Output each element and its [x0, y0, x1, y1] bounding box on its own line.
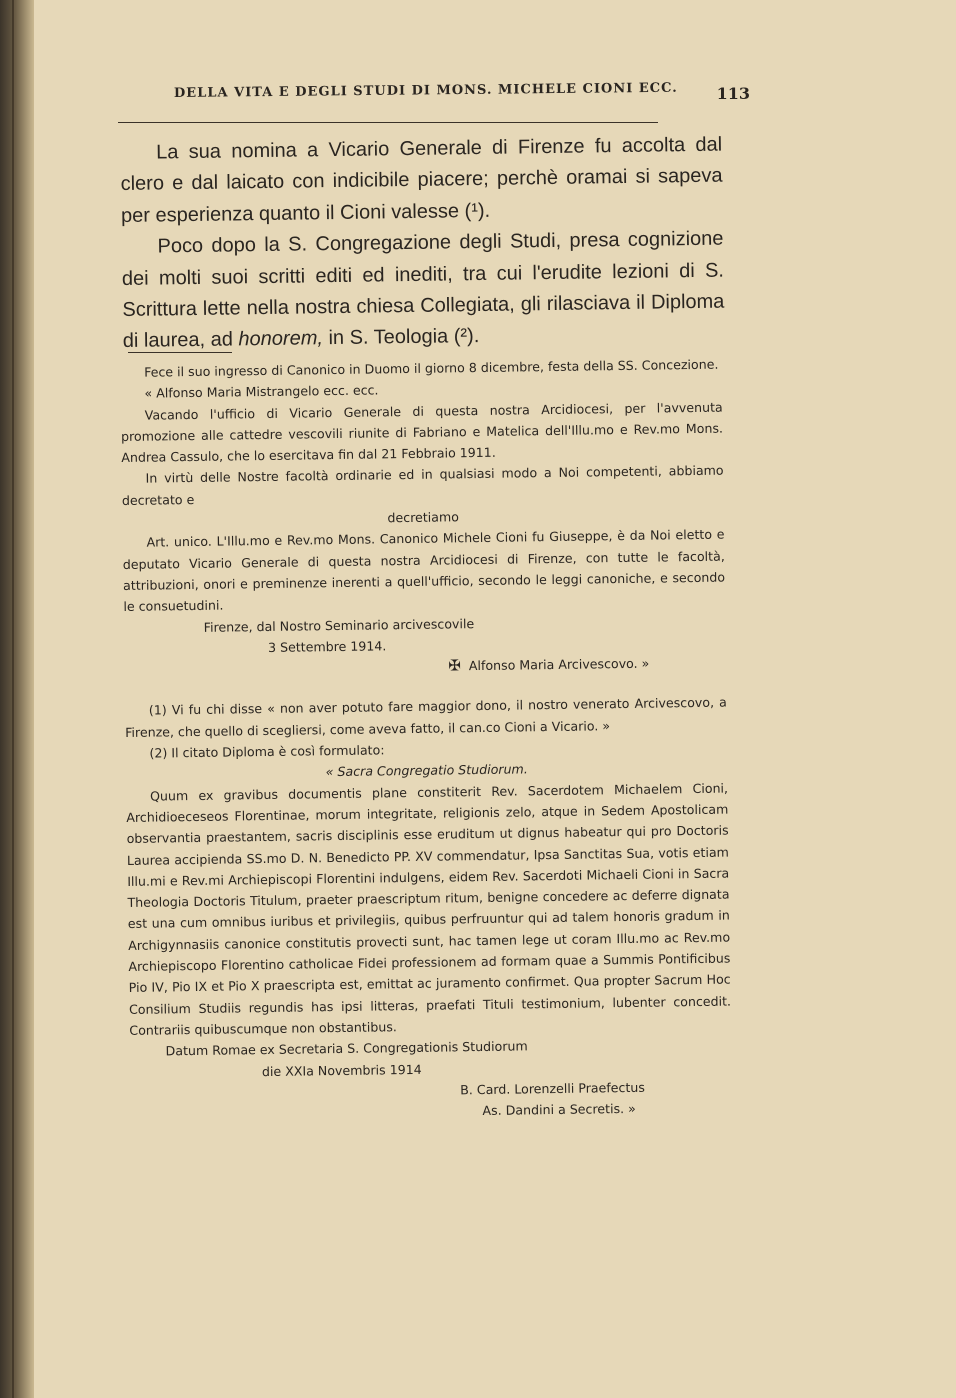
- diploma-signature-prefect: B. Card. Lorenzelli Praefectus: [460, 1079, 645, 1098]
- book-page: [34, 0, 956, 1398]
- diploma-signature-secretary: As. Dandini a Secretis. »: [482, 1100, 636, 1119]
- decree-powers: In virtù delle Nostre facoltà ordinarie ed in qualsiasi modo a Noi competenti, abbiamo decretato e: [121, 463, 724, 508]
- page-header: [173, 80, 750, 110]
- decree-opening: « Alfonso Maria Mistrangelo ecc. ecc.: [144, 382, 379, 401]
- page-fold-line: [12, 0, 14, 1398]
- footnotes: [120, 354, 733, 1127]
- cross-icon: ✠: [448, 656, 461, 675]
- diploma-heading: « Sacra Congregatio Studiorum.: [325, 761, 528, 780]
- decree-decretiamo: decretiamo: [387, 509, 460, 526]
- paragraph-diploma: [121, 224, 725, 358]
- footnote-ingresso: Fece il suo ingresso di Canonico in Duomo il giorno 8 dicembre, festa della SS. Concezione.: [144, 356, 719, 380]
- footnote-1: (1) Vi fu chi disse « non aver potuto fare maggior dono, il nostro venerato Arcivescovo, a Firenze, che quello di scegliersi, come aveva fatto, il can.co Cioni a Vicario. »: [125, 695, 727, 740]
- paragraph-diploma-start: Poco dopo la S. Congregazione degli Studi, presa cognizione dei molti suoi scritti editi ed inediti, tra cui l'erudite lezioni di S. Scrittura lette nella nostra chiesa Collegiata, gli rilasciava il Diploma di laurea, ad: [121, 227, 725, 353]
- decree-date: 3 Settembre 1914.: [267, 638, 387, 655]
- main-text: [120, 130, 725, 358]
- scan-binding-edge: [0, 0, 34, 1398]
- page-number: 113: [716, 84, 750, 103]
- diploma-latin-text: Quum ex gravibus documentis plane constiterit Rev. Sacerdotem Michaelem Cioni, Archidioeceseos Florentinae, morum integritate, religionis zelo, atque in Sedem Apostolicam observantia praestantem, sacris disciplinis esse eruditum ut dignus habeatur qui pro Doctoris Laurea accipienda SS.mo D. N. Benedicto PP. XV commendatur, Ipsa Sanctitas Sua, votis etiam Illu.mi e Rev.mi Archiepiscopi Florentini indulgens, eidem Rev. Sacerdoti Michaeli Cioni in Sacra Theologia Doctoris Titulum, praeter praescriptum ritum, benigne concedere ac deferre dignata est una cum omnibus iuribus et privilegiis, quibus perfruuntur qui ad talem honoris gradum in Archigynnasiis canonice constitutis provecti sunt, hac tamen lege ut coram Illu.mo ac Rev.mo Archiepiscopo Florentino catholicae Fidei professionem ad formam quae a Summis Pontificibus Pio IV, Pio IX et Pio X praescripta est, emittat ac juramento confirmet. Qua propter Sacrum Hoc Consilium Studiis regundis has ipsi litteras, praefati Tituli testimonium, lubenter concedit. Contrariis quibuscumque non obstantibus.: [126, 780, 732, 1038]
- paragraph-diploma-end: in S. Teologia (²).: [322, 325, 480, 350]
- footnote-rule: [128, 352, 232, 353]
- paragraph-nomina: La sua nomina a Vicario Generale di Firenze fu accolta dal clero e dal laicato con indicibile piacere; perchè oramai si sapeva per esperienza quanto il Cioni valesse (¹).: [120, 133, 723, 227]
- decree-signature-text: Alfonso Maria Arcivescovo. »: [468, 655, 650, 674]
- decree-article: Art. unico. L'Illu.mo e Rev.mo Mons. Canonico Michele Cioni fu Giuseppe, è da Noi eletto e deputato Vicario Generale di questa nostra Arcidiocesi di Firenze, con tutte le facoltà, attribuzioni, onori e preminenze inerenti a quell'ufficio, secondo le leggi canoniche, e secondo le consuetudini.: [122, 526, 726, 615]
- diploma-datum: Datum Romae ex Secretaria S. Congregationis Studiorum: [165, 1038, 528, 1059]
- decree-vacancy: Vacando l'ufficio di Vicario Generale di questa nostra Arcidiocesi, per l'avvenuta promozione alle cattedre vescovili riunite di Fabriano e Matelica dell'Illu.mo e Rev.mo Mons. Andrea Cassulo, che lo esercitava fin dal 21 Febbraio 1911.: [120, 399, 724, 466]
- paragraph-diploma-italic: honorem,: [238, 327, 324, 351]
- header-rule: [118, 122, 658, 123]
- footnote-2-intro: (2) Il citato Diploma è così formulato:: [149, 742, 385, 761]
- diploma-date: die XXIa Novembris 1914: [261, 1061, 422, 1079]
- decree-place: Firenze, dal Nostro Seminario arcivescovile: [203, 615, 475, 635]
- running-head: DELLA VITA E DEGLI STUDI DI MONS. MICHELE CIONI ECC.: [173, 80, 678, 101]
